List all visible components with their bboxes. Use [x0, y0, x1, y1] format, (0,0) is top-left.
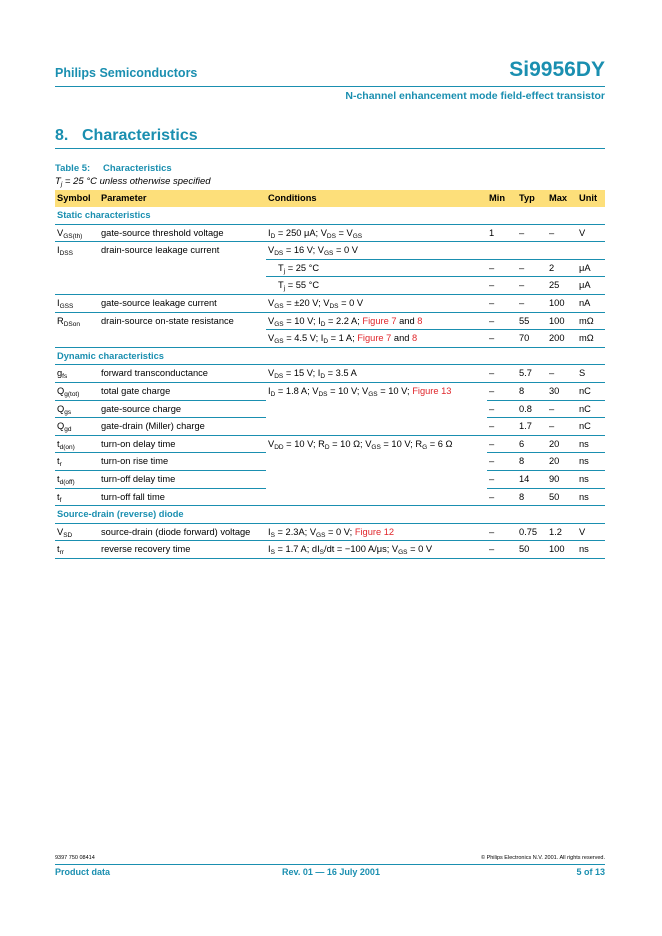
- table-row: $t_{d(off)}$ turn-off delay time – 14 90 ns: [55, 470, 605, 488]
- col-unit: Unit: [577, 190, 605, 207]
- table-row: $V_{GS} = 4.5$ V; $I_D = 1$ A; Figure 7 and 8 – 70 200 mΩ: [55, 330, 605, 348]
- footer-product-data: Product data: [55, 867, 111, 877]
- table-row: $t_f$ turn-off fall time – 8 50 ns: [55, 488, 605, 506]
- table-row: $Q_{gs}$ gate-source charge – 0.8 – nC: [55, 400, 605, 418]
- figure-13-link[interactable]: Figure 13: [412, 385, 452, 396]
- document-code: 9397 750 08414: [55, 855, 95, 861]
- table-row: $T_j = 55$ °C – – 25 μA: [55, 277, 605, 295]
- table-row: $R_{DSon}$ drain-source on-state resistance $V_{GS} = 10$ V; $I_D = 2.2$ A; Figure 7 and 8 – 55 100 mΩ: [55, 312, 605, 330]
- col-typ: Typ: [517, 190, 547, 207]
- table-row: $t_{rr}$ reverse recovery time $I_S = 1.7$ A; $dI_S/dt = -100$ A/μs; $V_{GS} = 0$ V – 50 100 ns: [55, 541, 605, 559]
- header-divider: [55, 86, 605, 87]
- group-static: Static characteristics: [55, 207, 605, 224]
- figure-12-link[interactable]: Figure 12: [354, 526, 395, 537]
- table-label: Table 5:: [55, 163, 91, 174]
- col-symbol: Symbol: [55, 190, 99, 207]
- section-number: 8.: [55, 127, 69, 144]
- table-row: $I_{GSS}$ gate-source leakage current $V_{GS} = \pm 20$ V; $V_{DS} = 0$ V – – 100 nA: [55, 294, 605, 312]
- footer-revision: Rev. 01 — 16 July 2001: [282, 867, 380, 877]
- table-header-row: [55, 190, 605, 207]
- footer-page-number: 5 of 13: [576, 867, 605, 877]
- table-row: $I_{DSS}$ drain-source leakage current $V_{DS} = 16$ V; $V_{GS} = 0$ V: [55, 242, 605, 260]
- section-divider: [55, 148, 605, 149]
- copyright: © Philips Electronics N.V. 2001. All rights reserved.: [481, 855, 605, 861]
- footer-divider: [55, 864, 605, 865]
- company-name: Philips Semiconductors: [55, 66, 198, 80]
- table-row: $Q_{g(tot)}$ total gate charge $I_D = 1.8$ A; $V_{DS} = 10$ V; $V_{GS} = 10$ V; Figure 13 – 8 30 nC: [55, 382, 605, 400]
- group-source-drain: Source-drain (reverse) diode: [55, 506, 605, 524]
- table-row: $t_r$ turn-on rise time – 8 20 ns: [55, 453, 605, 471]
- figure-7-link[interactable]: Figure 7: [362, 315, 397, 326]
- col-parameter: Parameter: [99, 190, 266, 207]
- col-min: Min: [487, 190, 517, 207]
- col-conditions: Conditions: [266, 190, 487, 207]
- section-title: Characteristics: [82, 127, 198, 144]
- table-row: $V_{SD}$ source-drain (diode forward) voltage $I_S = 2.3A$; $V_{GS} = 0$ V; Figure 12 – 0.75 1.2 V: [55, 523, 605, 541]
- figure-7-link[interactable]: Figure 7: [357, 333, 392, 344]
- table-row: $V_{GS(th)}$ gate-source threshold voltage $I_D = 250$ μA; $V_{DS} = V_{GS}$ 1 – – V: [55, 224, 605, 242]
- table-row: $T_j = 25$ °C – – 2 μA: [55, 259, 605, 277]
- figure-8-link[interactable]: 8: [417, 315, 423, 326]
- section-heading: [55, 127, 198, 145]
- table-row: $g_{fs}$ forward transconductance $V_{DS} = 15$ V; $I_D = 3.5$ A – 5.7 – S: [55, 365, 605, 383]
- col-max: Max: [547, 190, 577, 207]
- characteristics-table: [55, 190, 605, 559]
- table-title: Characteristics: [103, 163, 172, 174]
- table-row: $Q_{gd}$ gate-drain (Miller) charge – 1.7 – nC: [55, 418, 605, 436]
- table-caption: [55, 163, 172, 174]
- part-number: Si9956DY: [509, 58, 605, 81]
- figure-8-link[interactable]: 8: [412, 333, 418, 344]
- table-note: $T_j = 25$ °C unless otherwise specified: [55, 176, 211, 188]
- document-subtitle: N-channel enhancement mode field-effect transistor: [345, 90, 605, 102]
- group-dynamic: Dynamic characteristics: [55, 347, 605, 365]
- table-row: $t_{d(on)}$ turn-on delay time $V_{DD} = 10$ V; $R_D = 10$ Ω; $V_{GS} = 10$ V; $R_G = 6$ Ω – 6 20 ns: [55, 435, 605, 453]
